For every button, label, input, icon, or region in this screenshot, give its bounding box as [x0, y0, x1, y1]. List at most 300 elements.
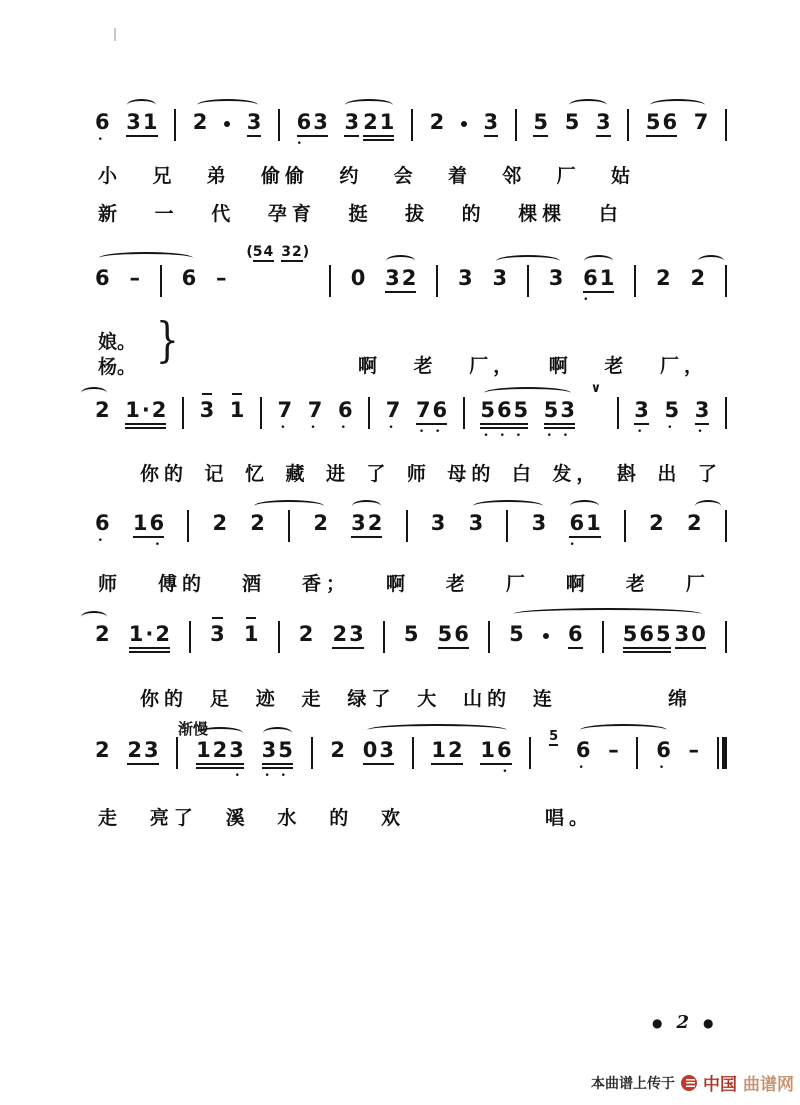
slur — [513, 608, 702, 620]
note-value: 1 — [229, 398, 247, 422]
lyric-syllable: 师 — [406, 463, 431, 485]
note-value: 32 — [351, 511, 385, 535]
lyric-syllable: 弟 — [206, 165, 231, 187]
beam-underline — [544, 423, 575, 425]
watermark-brand-suffix: 曲谱网 — [743, 1075, 794, 1095]
beam-underline — [416, 423, 447, 425]
note — [210, 624, 225, 645]
lyric-syllable: 酒 — [241, 573, 266, 595]
barline — [436, 265, 438, 297]
note-value: 565 — [622, 622, 673, 646]
note — [480, 738, 514, 777]
note-value: 21 — [363, 110, 397, 134]
note — [596, 112, 611, 133]
verse-ending-1: 娘。 — [98, 331, 137, 353]
slur — [698, 255, 724, 267]
music-line — [95, 244, 727, 305]
beam-underline — [569, 536, 600, 538]
lyric-syllable: 师 — [98, 573, 123, 595]
slur — [352, 500, 381, 512]
beam-underline — [363, 135, 394, 137]
note — [675, 624, 706, 645]
note-value: 12 — [431, 738, 465, 762]
slur — [263, 727, 292, 739]
note-value: 2 — [250, 511, 267, 535]
lyric-syllable: 姑 — [610, 165, 635, 187]
note — [431, 513, 446, 534]
beam-underline — [675, 647, 706, 649]
barline — [624, 510, 626, 542]
lyric-syllable: 新 — [98, 203, 123, 225]
lyric-syllable: 拔 — [405, 203, 430, 225]
lyric-syllable: 出 — [657, 463, 682, 485]
note-value: 3 — [210, 622, 227, 646]
barline — [506, 510, 508, 542]
note — [634, 398, 651, 437]
barline — [412, 737, 414, 769]
note-value: – — [608, 738, 621, 762]
note — [480, 398, 531, 441]
barline — [406, 510, 408, 542]
slur — [569, 99, 607, 111]
note-value: 30 — [674, 622, 708, 646]
note-value: 2 — [690, 266, 708, 290]
note — [261, 738, 295, 781]
barline — [527, 265, 529, 297]
beam-underline — [363, 763, 394, 765]
note-value: 61 — [569, 511, 603, 535]
note-value: 2 — [656, 266, 673, 290]
beam-underline — [438, 647, 469, 649]
note — [645, 110, 680, 134]
slur — [484, 387, 571, 399]
beam-underline — [544, 427, 575, 429]
note-value: – — [216, 266, 229, 290]
lyric-line — [140, 459, 722, 486]
note-group — [623, 624, 706, 645]
note — [193, 112, 208, 133]
beam-underline — [363, 139, 394, 141]
beam-underline — [126, 135, 157, 137]
barline — [176, 737, 178, 769]
lyric-syllable: 傅的 — [157, 573, 206, 595]
octave-dots: • — [388, 423, 398, 433]
lyric-syllable: 进 — [325, 463, 350, 485]
music-line — [95, 511, 727, 550]
beam-underline — [623, 651, 671, 653]
lyric-syllable: 老 — [445, 573, 470, 595]
note — [430, 112, 445, 133]
octave-dots: • — [97, 536, 107, 546]
note-value: 6 — [337, 398, 355, 422]
note — [469, 513, 484, 534]
lyric-syllable: 代 — [211, 203, 236, 225]
lyric-syllable: 山的 — [463, 688, 512, 710]
lyric-line — [98, 161, 635, 188]
note-value: 2 — [95, 738, 112, 762]
beam-underline — [634, 423, 649, 425]
slur — [650, 99, 705, 111]
lyric-syllable: 挺 — [348, 203, 373, 225]
note — [129, 624, 170, 645]
note-value: 7 — [277, 398, 295, 422]
lyric-syllable: 亮了 — [149, 807, 198, 829]
barline — [160, 265, 162, 297]
slur — [127, 99, 156, 111]
note-value: 3 — [430, 511, 448, 535]
note — [216, 268, 227, 289]
slur — [197, 99, 258, 111]
octave-bar — [212, 617, 222, 619]
lyric-line — [668, 684, 708, 711]
lyric-syllable: 绿了 — [347, 688, 396, 710]
beam-underline — [125, 427, 166, 429]
note — [656, 268, 671, 289]
lyric-syllable: 发， — [552, 463, 601, 485]
barline — [182, 397, 184, 429]
note-group — [344, 110, 397, 134]
slur — [580, 724, 667, 736]
note-value: 63 — [296, 110, 330, 134]
octave-dots: • — [154, 540, 165, 550]
lyric-syllable: 唱。 — [545, 807, 594, 829]
lyric-line — [358, 351, 708, 378]
grace-notes: 54 — [252, 244, 275, 260]
scan-artifact — [114, 28, 116, 41]
lyric-syllable: 棵棵 — [518, 203, 567, 225]
lyric-syllable: 母的 — [447, 463, 496, 485]
note-value: 2 — [298, 622, 316, 646]
note — [690, 266, 708, 290]
lyric-syllable: 一 — [154, 203, 179, 225]
note — [299, 624, 314, 645]
note-value: 5 — [664, 398, 682, 422]
beam-underline — [133, 536, 164, 538]
barline — [627, 109, 629, 141]
barline — [311, 737, 313, 769]
octave-dots: • • — [264, 771, 290, 781]
lyric-syllable: 厂 — [685, 573, 710, 595]
dotted-note-dot — [543, 633, 549, 639]
note — [623, 624, 671, 645]
note-value: 0 — [350, 266, 368, 290]
note — [127, 738, 161, 762]
note-value: 23 — [332, 622, 366, 646]
note — [363, 110, 397, 134]
page-number-value: 2 — [676, 1012, 690, 1033]
note-value: 2 — [95, 398, 112, 422]
note-value: 7 — [693, 110, 711, 134]
note — [313, 513, 328, 534]
note-value: 16 — [480, 738, 514, 762]
note-value: 1 — [243, 622, 261, 646]
note — [132, 511, 167, 550]
grace-notes: 32 — [281, 244, 303, 260]
beam-underline — [484, 135, 499, 137]
note — [608, 740, 619, 761]
barline — [288, 510, 290, 542]
octave-dots: • — [667, 423, 677, 433]
beam-underline — [332, 647, 363, 649]
slur — [367, 724, 507, 736]
slur — [584, 255, 613, 267]
slur — [345, 99, 393, 111]
lyric-syllable: 了 — [697, 463, 722, 485]
note-value: 2 — [330, 738, 347, 762]
lyric-syllable: 香； — [301, 573, 350, 595]
music-line — [95, 381, 727, 441]
note — [565, 112, 580, 133]
octave-dots: • — [658, 763, 669, 773]
note — [438, 624, 469, 645]
octave-dots: • — [636, 427, 647, 437]
note-value: 6 — [95, 110, 112, 134]
note — [95, 400, 110, 421]
lyric-syllable: 啊 — [385, 573, 410, 595]
note-value: 3 — [483, 110, 501, 134]
lyric-syllable: 水 — [277, 807, 302, 829]
barline — [383, 621, 385, 653]
note — [182, 268, 197, 289]
note — [664, 398, 682, 433]
lyric-syllable: 老 — [413, 355, 438, 377]
note-value: 5 — [533, 110, 551, 134]
lyric-syllable: 啊 — [358, 355, 383, 377]
note — [509, 624, 524, 645]
grace-note: 5 — [549, 729, 559, 744]
note-value: 31 — [126, 110, 160, 134]
slur — [81, 387, 107, 399]
beam-underline — [129, 647, 170, 649]
note — [95, 511, 112, 546]
barline — [368, 397, 370, 429]
lyric-syllable: 白 — [598, 203, 623, 225]
note-value: 3 — [595, 110, 613, 134]
note — [689, 740, 700, 761]
beam-underline — [125, 423, 166, 425]
final-barline — [717, 737, 727, 769]
barline — [463, 397, 465, 429]
lyric-syllable: 厂， — [469, 355, 518, 377]
lyric-line — [98, 803, 405, 830]
note-value: 53 — [543, 398, 577, 422]
lyric-syllable: 溪 — [225, 807, 250, 829]
lyric-syllable: 孕育 — [267, 203, 316, 225]
beam-underline — [262, 763, 293, 765]
beam-underline — [129, 651, 170, 653]
note-value: 3 — [548, 266, 566, 290]
note — [230, 400, 245, 421]
verse-endings — [98, 312, 179, 380]
lyric-syllable: 迹 — [255, 688, 280, 710]
note-value: 6 — [567, 622, 585, 646]
note — [549, 268, 564, 289]
note-value: 2 — [686, 511, 704, 535]
lyric-syllable: 厂 — [505, 573, 530, 595]
note — [250, 513, 265, 534]
octave-dots: • — [502, 767, 512, 777]
note — [307, 398, 325, 433]
note-value: 2 — [649, 511, 666, 535]
note — [385, 266, 419, 290]
note — [404, 624, 419, 645]
beam-underline — [623, 647, 671, 649]
octave-dots: • — [310, 423, 320, 433]
music-line — [95, 110, 727, 149]
note-value: 61 — [583, 266, 617, 290]
note — [244, 624, 259, 645]
barline — [411, 109, 413, 141]
beam-underline — [480, 763, 511, 765]
note-value: 123 — [196, 738, 246, 762]
lyric-syllable: 小 — [98, 165, 123, 187]
beam-underline — [385, 291, 416, 293]
beam-underline — [695, 423, 710, 425]
lyric-syllable: 记 — [204, 463, 229, 485]
note-value: 76 — [415, 398, 450, 422]
slur — [473, 500, 543, 512]
octave-dots: • — [583, 295, 593, 305]
note — [95, 740, 110, 761]
slur — [254, 500, 324, 512]
note — [415, 398, 450, 437]
beam-underline — [431, 763, 462, 765]
lyric-syllable: 着 — [447, 165, 472, 187]
barline — [278, 109, 280, 141]
note-value: – — [688, 738, 702, 762]
lyric-syllable: 藏 — [285, 463, 310, 485]
beam-underline — [351, 536, 382, 538]
barline — [602, 621, 604, 653]
lyric-line — [140, 684, 557, 711]
note — [431, 738, 465, 762]
barline — [617, 397, 619, 429]
lyric-syllable: 斟 — [616, 463, 641, 485]
note — [200, 400, 215, 421]
note — [656, 738, 673, 773]
watermark-brand-cn: 中国 — [703, 1075, 737, 1095]
watermark — [591, 1070, 794, 1095]
note — [532, 513, 547, 534]
dotted-note-dot — [224, 121, 230, 127]
octave-dots: • • — [546, 431, 573, 441]
lyric-line — [545, 803, 605, 830]
barline — [725, 621, 727, 653]
octave-bar — [232, 393, 242, 395]
slur — [496, 255, 560, 267]
note — [337, 398, 355, 433]
beam-underline — [247, 135, 262, 137]
note-value: 6 — [575, 738, 593, 762]
barline — [529, 737, 531, 769]
barline — [187, 510, 189, 542]
lyric-syllable: 邻 — [502, 165, 527, 187]
note-value: 5 — [509, 622, 526, 646]
lyric-syllable: 的 — [461, 203, 486, 225]
page-number-dot-left: ● — [652, 1016, 663, 1030]
note — [484, 112, 499, 133]
note — [212, 511, 230, 535]
note — [344, 110, 362, 134]
beam-underline — [297, 135, 328, 137]
note — [533, 110, 551, 134]
note-value: 2 — [429, 110, 447, 134]
lyric-line — [98, 199, 623, 226]
music-line — [95, 624, 727, 654]
note-value: 56 — [437, 622, 471, 646]
note-value: 5 — [564, 110, 582, 134]
barline — [725, 510, 727, 542]
note-value: 5 — [403, 622, 421, 646]
beam-underline — [127, 763, 158, 765]
note-value: 3 — [246, 110, 264, 134]
barline — [725, 265, 727, 297]
tempo-marking: 渐慢 — [178, 720, 209, 738]
note-value: 6 — [656, 738, 673, 762]
octave-dots: • — [340, 423, 350, 433]
lyric-line — [98, 569, 710, 596]
note-value: 16 — [132, 511, 167, 535]
note-value: 3 — [694, 398, 712, 422]
octave-bar — [202, 393, 212, 395]
music-site-logo-icon — [681, 1075, 697, 1091]
lyric-syllable: 约 — [339, 165, 364, 187]
barline — [174, 109, 176, 141]
note-value: 1·2 — [128, 622, 172, 646]
lyric-syllable: 白 — [511, 463, 536, 485]
note — [277, 398, 295, 433]
octave-dots: • — [234, 771, 244, 781]
octave-dots: • — [578, 763, 588, 773]
note — [363, 740, 394, 761]
note — [95, 624, 110, 645]
note — [351, 511, 385, 535]
note-value: 2 — [313, 511, 330, 535]
lyric-syllable: 会 — [393, 165, 418, 187]
octave-dots: • — [280, 423, 290, 433]
note-value: 7 — [385, 398, 403, 422]
lyric-syllable: 绵 — [668, 688, 693, 710]
octave-dots: • — [97, 135, 107, 145]
dotted-note-dot — [461, 121, 467, 127]
note-value: 3 — [492, 266, 510, 290]
note-value: 3 — [531, 511, 549, 535]
slur — [386, 255, 415, 267]
note-value: 2 — [95, 622, 112, 646]
note-value: 3 — [468, 511, 486, 535]
lyric-syllable: 你的 — [140, 463, 189, 485]
barline — [725, 397, 727, 429]
lyric-syllable: 啊 — [565, 573, 590, 595]
note-value: 2 — [192, 110, 210, 134]
note — [583, 266, 617, 305]
note — [568, 624, 583, 645]
note-value: 56 — [645, 110, 680, 134]
barline — [636, 737, 638, 769]
note-value: 7 — [307, 398, 325, 422]
lyric-syllable: 你的 — [140, 688, 189, 710]
note — [129, 268, 140, 289]
note-value: 6 — [181, 266, 199, 290]
note — [247, 112, 262, 133]
lyric-syllable: 欢 — [380, 807, 405, 829]
note — [575, 738, 593, 773]
lyric-syllable: 老 — [604, 355, 629, 377]
octave-dots: • • • — [483, 431, 526, 441]
note — [125, 398, 169, 422]
beam-underline — [596, 135, 611, 137]
note-value: 3 — [458, 266, 475, 290]
